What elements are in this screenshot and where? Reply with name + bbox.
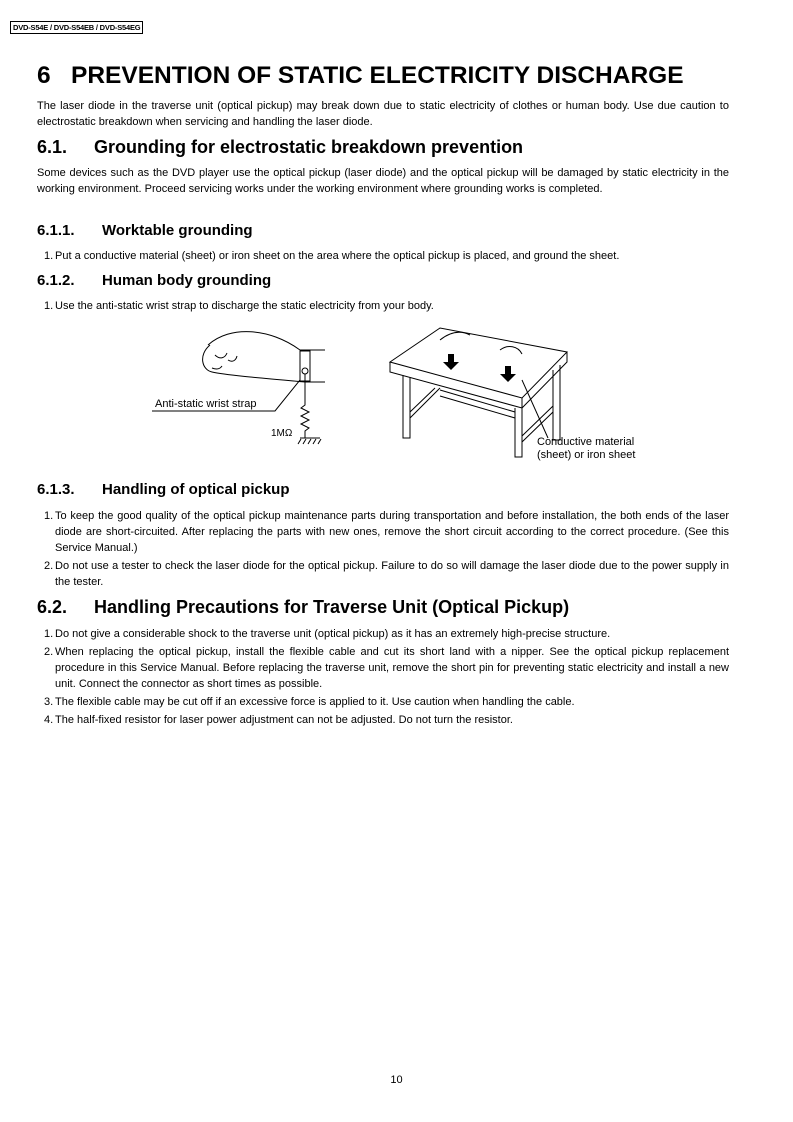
heading-6-1 — [37, 137, 523, 158]
wrist-strap-label: Anti-static wrist strap — [155, 398, 257, 410]
list-item — [44, 626, 729, 642]
heading-text: Worktable grounding — [102, 222, 253, 239]
heading-number: 6.1.3. — [37, 481, 75, 498]
item-text: Do not give a considerable shock to the traverse unit (optical pickup) as it has an extremely high-precise structure. — [55, 628, 611, 640]
list-item — [44, 248, 729, 264]
heading-text: Handling Precautions for Traverse Unit (Optical Pickup) — [94, 597, 570, 617]
heading-number: 6.2. — [37, 597, 68, 617]
heading-6-1-1 — [37, 222, 253, 239]
down-arrow-icon — [443, 354, 459, 370]
list-item — [44, 712, 729, 728]
item-number: 1. — [44, 628, 54, 640]
down-arrow-icon — [500, 366, 516, 382]
heading-text: Handling of optical pickup — [102, 481, 290, 498]
list-item — [44, 694, 729, 710]
item-number: 1. — [44, 510, 54, 522]
heading-6-1-3 — [37, 481, 290, 498]
list-6-1-2 — [44, 298, 729, 316]
heading-6-1-2 — [37, 272, 271, 289]
list-item — [44, 508, 729, 556]
section-intro: The laser diode in the traverse unit (optical pickup) may break down due to static electricity of clothes or human body. Use due caution to electrostatic breakdown when servicing and handling the laser diode. — [37, 100, 729, 128]
item-number: 4. — [44, 714, 54, 726]
item-number: 1. — [44, 300, 54, 312]
list-item — [44, 298, 729, 314]
page-number: 10 — [390, 1074, 403, 1086]
list-6-1-3 — [44, 508, 729, 592]
item-text: When replacing the optical pickup, install the flexible cable and cut its short land with a nipper. See the optical pickup replacement procedure in this Service Manual. Before replacing the traverse unit, remove the short pin for preventing static electricity and install a new unit. Connect the connector as short times as possible. — [55, 646, 729, 690]
item-number: 1. — [44, 250, 54, 262]
item-text: To keep the good quality of the optical pickup maintenance parts during transportation and before installation, the both ends of the laser diode are short-circuited. After replacing the parts with new ones, remove the short circuit according to the correct procedure. (See this Service Manual.) — [55, 510, 729, 554]
item-text: Put a conductive material (sheet) or iron sheet on the area where the optical pickup is placed, and ground the sheet. — [55, 250, 620, 262]
list-6-2 — [44, 626, 729, 730]
item-number: 3. — [44, 696, 54, 708]
item-text: The half-fixed resistor for laser power adjustment can not be adjusted. Do not turn the resistor. — [55, 714, 513, 726]
item-number: 2. — [44, 560, 54, 572]
list-item — [44, 644, 729, 692]
grounding-figure — [140, 320, 660, 470]
item-text: Use the anti-static wrist strap to discharge the static electricity from your body. — [55, 300, 434, 312]
sheet-label-line2: (sheet) or iron sheet — [537, 449, 636, 461]
item-number: 2. — [44, 646, 54, 658]
wrist-strap-illustration — [152, 332, 325, 444]
list-6-1-1 — [44, 248, 729, 266]
model-header-label: DVD-S54E / DVD-S54EB / DVD-S54EG — [10, 21, 143, 34]
heading-6-2 — [37, 597, 569, 618]
resistor-label: 1MΩ — [271, 428, 293, 439]
heading-number: 6.1.2. — [37, 272, 75, 289]
section-title-text: PREVENTION OF STATIC ELECTRICITY DISCHARGE — [71, 62, 684, 89]
item-text: Do not use a tester to check the laser diode for the optical pickup. Failure to do so will damage the laser diode due to the power supply in the tester. — [55, 560, 729, 588]
section-title — [37, 62, 684, 90]
sheet-label-line1: Conductive material — [537, 436, 635, 448]
list-item — [44, 558, 729, 590]
heading-text: Human body grounding — [102, 272, 272, 289]
paragraph-6-1: Some devices such as the DVD player use the optical pickup (laser diode) and the optical pickup will be damaged by static electricity in the working environment. Proceed servicing works under the working environment where grounding works is completed. — [37, 167, 729, 195]
section-number: 6 — [37, 62, 51, 89]
heading-text: Grounding for electrostatic breakdown prevention — [94, 137, 524, 157]
item-text: The flexible cable may be cut off if an excessive force is applied to it. Use caution when handling the cable. — [55, 696, 575, 708]
heading-number: 6.1.1. — [37, 222, 75, 239]
heading-number: 6.1. — [37, 137, 68, 157]
